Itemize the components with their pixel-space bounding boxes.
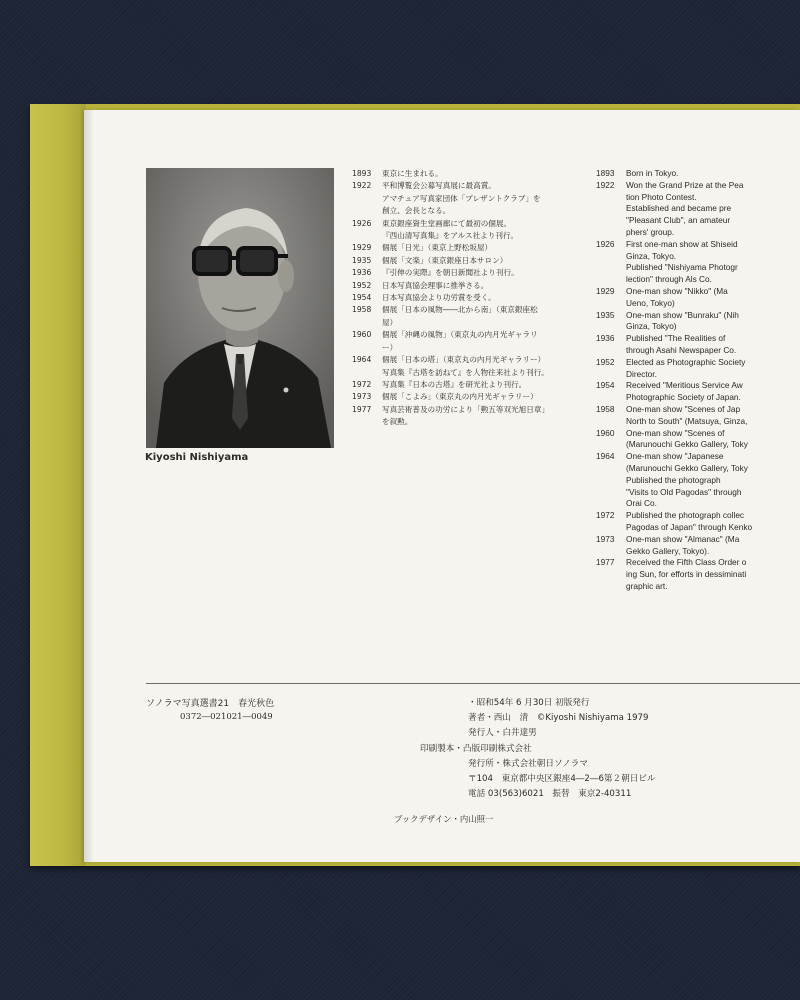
timeline-year: 1954 [352, 293, 372, 303]
timeline-year: 1952 [596, 356, 615, 367]
timeline-text: Ueno, Tokyo) [626, 297, 675, 308]
timeline-entry [596, 498, 800, 510]
timeline-text: アマチュア写真家団体「プレザントクラブ」を [382, 193, 541, 203]
timeline-entry [596, 345, 800, 357]
timeline-text: 創立、会長となる。 [382, 206, 451, 216]
timeline-text: Published the photograph [626, 474, 721, 485]
timeline-text: ing Sun, for efforts in dessiminati [626, 569, 747, 580]
timeline-entry [352, 255, 588, 267]
timeline-text: Won the Grand Prize at the Pea [626, 179, 744, 190]
timeline-year: 1954 [596, 380, 615, 391]
timeline-text: を叙勲。 [382, 417, 413, 427]
timeline-entry [596, 404, 800, 416]
isbn-code: 0372―021021―0049 [180, 712, 273, 722]
timeline-year: 1972 [596, 510, 615, 521]
timeline-entry [352, 317, 588, 329]
timeline-entry [596, 274, 800, 286]
timeline-text: "Pleasant Club", an amateur [626, 215, 731, 226]
timeline-entry [596, 239, 800, 251]
timeline-text: One-man show "Almanac" (Ma [626, 533, 740, 544]
timeline-entry [596, 416, 800, 428]
timeline-entry [352, 193, 588, 205]
timeline-year: 1936 [596, 333, 615, 344]
series-title: ソノラマ写真選書21 春光秋色 [146, 699, 275, 709]
timeline-text: Published the photograph collec [626, 510, 745, 521]
timeline-text: lection" through Als Co. [626, 274, 712, 285]
cover-edge [30, 104, 86, 866]
timeline-entry [352, 180, 588, 192]
timeline-japanese [352, 168, 588, 429]
timeline-entry [596, 546, 800, 558]
page-gutter-shadow [84, 110, 94, 862]
timeline-text: One-man show "Scenes of Jap [626, 403, 741, 414]
timeline-entry [596, 522, 800, 534]
timeline-text: Pagodas of Japan" through Kenko [626, 521, 753, 532]
timeline-entry [596, 380, 800, 392]
timeline-text: 個展「日光」（東京上野松坂屋） [382, 243, 493, 253]
timeline-text: 個展「文楽」（東京銀座日本サロン） [382, 255, 508, 265]
timeline-year: 1929 [596, 285, 615, 296]
timeline-text: 東京銀座資生堂画廊にて最初の個展。 [382, 218, 512, 228]
timeline-year: 1958 [352, 305, 372, 315]
timeline-entry [352, 404, 588, 416]
timeline-text: One-man show "Scenes of [626, 427, 725, 438]
timeline-entry [352, 391, 588, 403]
colophon-details [420, 696, 656, 802]
timeline-entry [596, 286, 800, 298]
timeline-text: through Asahi Newspaper Co. [626, 344, 737, 355]
timeline-text: "Visits to Old Pagodas" through [626, 486, 742, 497]
timeline-text: 個展「日本の塔」（東京丸の内月光ギャラリー） [382, 355, 546, 365]
timeline-text: Photographic Society of Japan. [626, 392, 741, 403]
colophon-date: ・昭和54年 6 月30日 初版発行 [468, 698, 590, 708]
timeline-year: 1960 [352, 330, 372, 340]
timeline-entry [352, 242, 588, 254]
timeline-entry [596, 192, 800, 204]
timeline-entry [596, 168, 800, 180]
timeline-text: phers' group. [626, 226, 675, 237]
timeline-text: Published "The Realities of [626, 333, 726, 344]
timeline-year: 1977 [352, 404, 372, 414]
timeline-year: 1922 [596, 179, 615, 190]
timeline-entry [596, 333, 800, 345]
timeline-text: 写真集『日本の古塔』を研光社より刊行。 [382, 379, 527, 389]
timeline-entry [596, 475, 800, 487]
colophon-publisher: 発行所・株式会社朝日ソノラマ [468, 758, 588, 769]
colophon-phone: 電話 03(563)6021 振替 東京2-40311 [468, 789, 632, 800]
timeline-text: 『西山清写真集』をアルス社より刊行。 [382, 231, 519, 241]
timeline-entry [596, 310, 800, 322]
timeline-text: Director. [626, 368, 657, 379]
timeline-entry [596, 203, 800, 215]
timeline-text: Received "Meritious Service Aw [626, 380, 743, 391]
timeline-text: 日本写真協会より功労賞を受く。 [382, 293, 496, 303]
colophon-series [146, 698, 274, 724]
timeline-text: Published "Nishiyama Photogr [626, 262, 738, 273]
timeline-text: ー） [382, 342, 398, 352]
timeline-text: 写真芸術普及の功労により「勲五等双光旭日章」 [382, 404, 550, 414]
book-designer: ブックデザイン・内山照一 [394, 814, 494, 824]
timeline-entry [596, 428, 800, 440]
timeline-entry [596, 369, 800, 381]
timeline-year: 1952 [352, 280, 372, 290]
timeline-text: 個展「沖縄の風物」（東京丸の内月光ギャラリ [382, 330, 538, 340]
timeline-text: Gekko Gallery, Tokyo). [626, 545, 710, 556]
timeline-year: 1977 [596, 557, 615, 568]
timeline-english [596, 168, 800, 593]
timeline-entry [596, 215, 800, 227]
timeline-text: Orai Co. [626, 498, 657, 509]
timeline-text: One-man show "Bunraku" (Nih [626, 309, 739, 320]
timeline-entry [352, 205, 588, 217]
timeline-year: 1929 [352, 243, 372, 253]
timeline-year: 1973 [596, 533, 615, 544]
timeline-text: North to South" (Matsuya, Ginza, [626, 415, 748, 426]
timeline-entry [596, 298, 800, 310]
timeline-year: 1893 [352, 169, 372, 178]
timeline-year: 1964 [596, 451, 615, 462]
colophon-publisher-person: 発行人・白井達男 [468, 728, 537, 739]
timeline-entry [596, 227, 800, 239]
colophon-author: 著者・西山 清 ©Kiyoshi Nishiyama 1979 [468, 713, 649, 724]
timeline-text: Ginza, Tokyo. [626, 250, 677, 261]
timeline-entry [596, 451, 800, 463]
timeline-entry [352, 230, 588, 242]
timeline-text: (Marunouchi Gekko Gallery, Toky [626, 439, 748, 450]
timeline-text: tion Photo Contest. [626, 191, 697, 202]
colophon-printer: 印刷製本・凸版印刷株式会社 [420, 743, 532, 754]
timeline-text: Ginza, Tokyo) [626, 321, 677, 332]
timeline-entry [352, 367, 588, 379]
timeline-entry [596, 557, 800, 569]
timeline-entry [596, 357, 800, 369]
timeline-text: First one-man show at Shiseid [626, 238, 738, 249]
timeline-entry [352, 329, 588, 341]
timeline-entry [596, 510, 800, 522]
timeline-entry [596, 569, 800, 581]
timeline-entry [352, 267, 588, 279]
timeline-text: Elected as Photographic Society [626, 356, 746, 367]
timeline-text: 個展「こよみ」（東京丸の内月光ギャラリー） [382, 392, 538, 402]
timeline-text: 東京に生まれる。 [382, 169, 443, 178]
timeline-entry [596, 581, 800, 593]
timeline-text: 平和博覧会公募写真展に最高賞。 [382, 181, 496, 191]
portrait-photo [146, 168, 334, 448]
timeline-entry [596, 251, 800, 263]
timeline-text: 写真集『古塔を訪ねて』を人物往来社より刊行。 [382, 367, 549, 377]
timeline-entry [596, 463, 800, 475]
timeline-entry [352, 416, 588, 428]
timeline-entry [352, 342, 588, 354]
timeline-text: Received the Fifth Class Order o [626, 557, 747, 568]
timeline-year: 1958 [596, 403, 615, 414]
timeline-entry [352, 304, 588, 316]
book-page [84, 110, 800, 862]
timeline-entry [596, 487, 800, 499]
timeline-year: 1922 [352, 181, 372, 191]
timeline-entry [352, 354, 588, 366]
timeline-entry [596, 321, 800, 333]
timeline-year: 1972 [352, 379, 372, 389]
timeline-text: graphic art. [626, 580, 668, 591]
colophon-address: 〒104 東京都中央区銀座4―2―6第２朝日ビル [468, 774, 656, 785]
timeline-year: 1935 [596, 309, 615, 320]
timeline-text: 個展「日本の風物――北から南」（東京銀座松 [382, 305, 538, 315]
timeline-entry [596, 392, 800, 404]
timeline-entry [352, 379, 588, 391]
timeline-year: 1935 [352, 255, 372, 265]
portrait-caption: Kiyoshi Nishiyama [145, 452, 249, 463]
timeline-text: (Marunouchi Gekko Gallery, Toky [626, 462, 748, 473]
timeline-entry [352, 218, 588, 230]
timeline-year: 1973 [352, 392, 372, 402]
timeline-entry [352, 280, 588, 292]
timeline-entry [596, 262, 800, 274]
timeline-year: 1936 [352, 268, 372, 278]
timeline-text: 日本写真協会理事に推挙さる。 [382, 280, 489, 290]
timeline-year: 1960 [596, 427, 615, 438]
timeline-text: Established and became pre [626, 203, 732, 214]
timeline-text: 『引伸の実際』を朝日新聞社より刊行。 [382, 268, 519, 278]
timeline-year: 1926 [596, 238, 615, 249]
timeline-year: 1893 [596, 168, 615, 178]
portrait-illustration [146, 168, 334, 448]
timeline-entry [596, 180, 800, 192]
timeline-entry [596, 439, 800, 451]
timeline-text: One-man show "Nikko" (Ma [626, 285, 728, 296]
timeline-text: One-man show "Japanese [626, 451, 724, 462]
timeline-entry [352, 292, 588, 304]
timeline-year: 1926 [352, 218, 372, 228]
divider-rule [146, 683, 800, 684]
timeline-year: 1964 [352, 355, 372, 365]
timeline-text: Born in Tokyo. [626, 168, 679, 178]
timeline-text: 屋） [382, 317, 398, 327]
timeline-entry [596, 534, 800, 546]
timeline-entry [352, 168, 588, 180]
